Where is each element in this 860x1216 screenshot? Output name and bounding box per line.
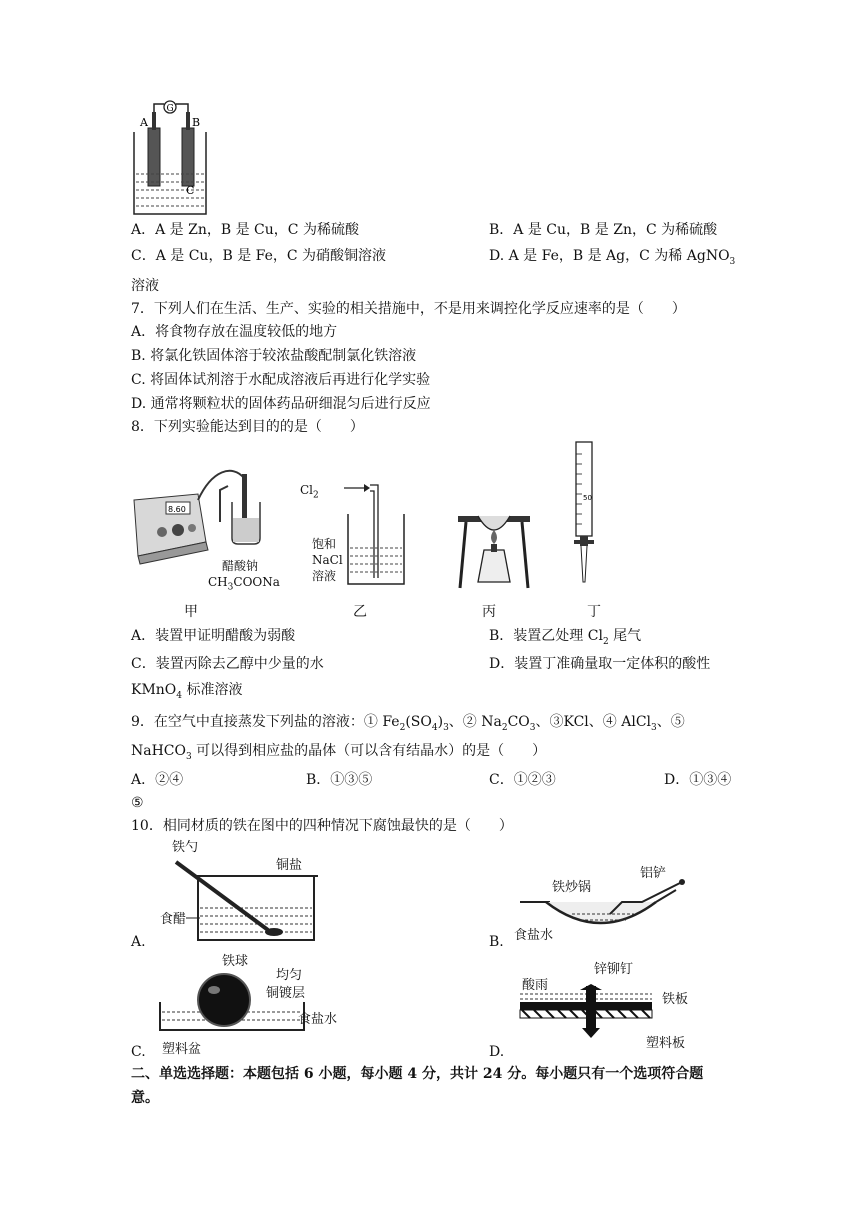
fig-b-wok-label: 铁炒锅 [552,880,592,895]
q8-stem: 8．下列实验能达到目的的是（ ） [131,419,364,435]
q9-option-d: D．①③④ [664,772,732,788]
q8-option-a: A．装置甲证明醋酸为弱酸 [131,628,296,644]
figure-name-yi: 乙 [353,604,367,620]
burette-figure [568,440,602,586]
fig-c-coat-label: 铜镀层 [266,986,306,1001]
meter-display: 8.60 [168,505,186,514]
cl2-absorption-figure [330,478,410,588]
q9-stem-line2: NaHCO$_3$ 可以得到相应盐的晶体（可以含有结晶水）的是（ ） [131,743,547,762]
section2-heading-line2: 意。 [131,1090,159,1106]
q6-option-a: A．A 是 Zn，B 是 Cu，C 为稀硫酸 [131,222,359,238]
fig-d-rivet-label: 锌铆钉 [594,962,634,977]
q8-option-d-continued: KMnO$_4$ 标准溶液 [131,682,243,701]
q8-option-d: D．装置丁准确量取一定体积的酸性 [489,656,711,672]
fig-c-basin-label: 塑料盆 [162,1042,202,1057]
q6-option-d: D. A 是 Fe，B 是 Ag，C 为稀 AgNO$_3$ [489,248,736,267]
q7-option-a: A．将食物存放在温度较低的地方 [131,324,338,340]
fig-d-rain-label: 酸雨 [522,978,549,993]
fig-a-spoon-label: 铁勺 [172,840,199,855]
sodium-acetate-formula: $CH_3COONa$ [208,575,280,593]
q6-option-d-continued: 溶液 [131,278,159,294]
q9-option-c: C．①②③ [489,772,556,788]
q8-option-b: B．装置乙处理 $Cl_2$ 尾气 [489,628,642,647]
figure-name-ding: 丁 [587,604,601,620]
q9-option-a: A．②④ [131,772,184,788]
fig-c-even-label: 均匀 [276,968,303,983]
figure-name-jia: 甲 [184,604,198,620]
galvanic-cell-figure [126,98,212,218]
solution-label: 溶液 [312,569,337,583]
label-b: B [192,116,201,129]
q7-stem: 7．下列人们在生活、生产、实验的相关措施中，不是用来调控化学反应速率的是（ ） [131,301,686,317]
burette-mark: 50 [583,494,592,502]
cl2-label: $Cl_2$ [300,483,319,501]
q7-option-d: D. 通常将颗粒状的固体药品研细混匀后进行反应 [131,396,431,412]
fig-a-vinegar-label: 食醋 [160,912,187,927]
q7-option-b: B. 将氯化铁固体溶于较浓盐酸配制氯化铁溶液 [131,348,417,364]
q9-stem-line1: 9．在空气中直接蒸发下列盐的溶液：① $Fe_2(SO_4)_3$、② $Na_2CO_3$、③KCl、④ AlCl$_3$、⑤ [131,714,685,733]
q9-option-d-continued: ⑤ [131,795,144,811]
label-a: A [140,116,148,129]
q6-option-b: B．A 是 Cu，B 是 Zn，C 为稀硫酸 [489,222,718,238]
q10-stem: 10．相同材质的铁在图中的四种情况下腐蚀最快的是（ ） [131,818,513,834]
nacl-label: NaCl [312,553,343,567]
saturated-label: 饱和 [312,537,337,551]
fig-b-brine-label: 食盐水 [514,928,554,943]
q9-option-b: B．①③⑤ [306,772,373,788]
fig-a-pot-label: 铜盐 [276,858,303,873]
label-c: C [186,184,195,197]
fig-c-letter: C. [131,1044,146,1060]
fig-d-letter: D. [489,1044,505,1060]
fig-d-plastic-label: 塑料板 [646,1036,686,1051]
sodium-acetate-label: 醋酸钠 [222,559,259,573]
label-g: G [166,104,174,114]
section2-heading-line1: 二、单选选择题：本题包括 6 小题，每小题 4 分，共计 24 分。每小题只有一个选项符合题 [131,1066,704,1082]
fig-d-plate-label: 铁板 [662,992,689,1007]
fig-c-ball-label: 铁球 [222,954,249,969]
figure-name-bing: 丙 [482,604,496,620]
q7-option-c: C. 将固体试剂溶于水配成溶液后再进行化学实验 [131,372,431,388]
fig-b-letter: B. [489,934,504,950]
fig-b-spatula-label: 铝铲 [640,866,667,881]
q8-option-c: C．装置丙除去乙醇中少量的水 [131,656,324,672]
ph-meter-figure [128,460,288,566]
q6-option-c: C．A 是 Cu，B 是 Fe，C 为硝酸铜溶液 [131,248,387,264]
evaporation-figure [454,504,536,590]
fig-a-letter: A. [131,934,146,950]
fig-c-brine-label: 食盐水 [298,1012,338,1027]
